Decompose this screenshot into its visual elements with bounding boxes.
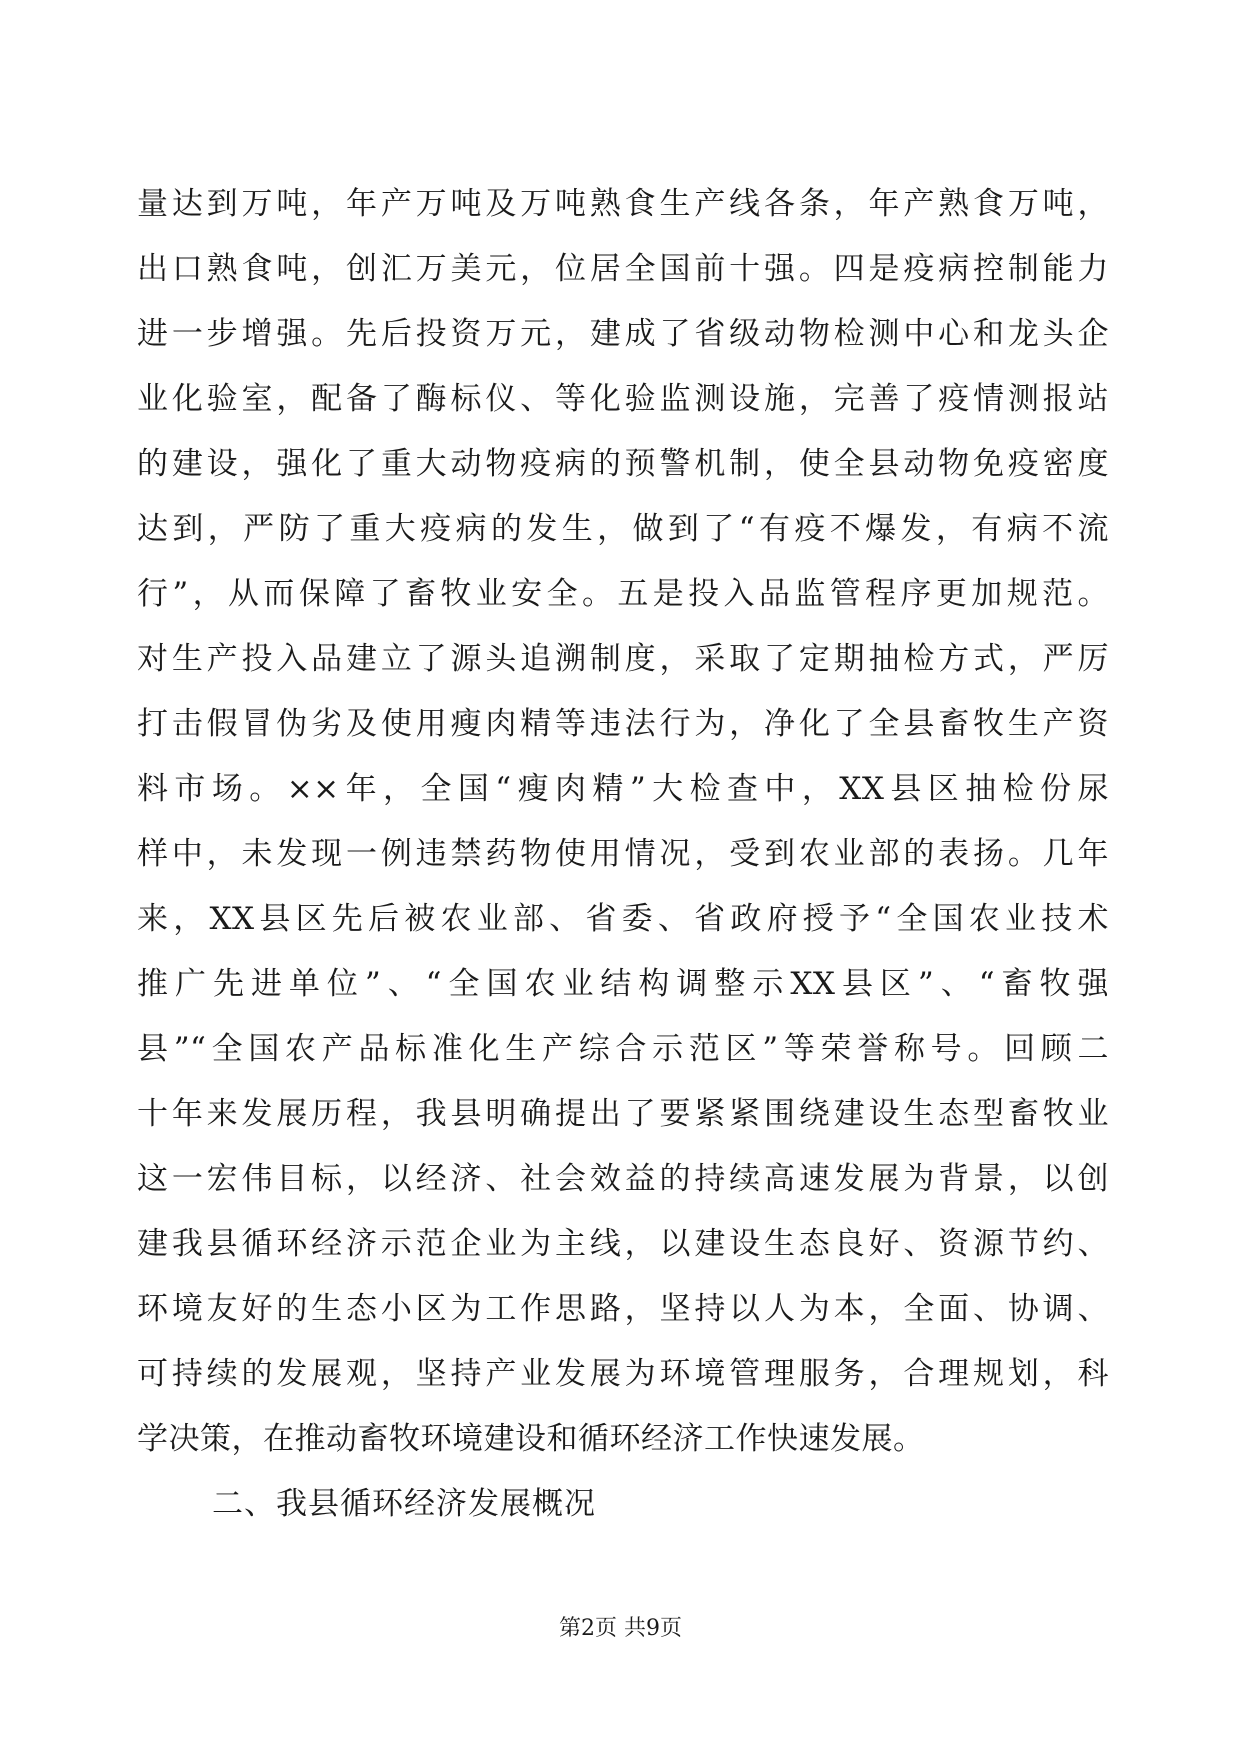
text-line: 行”，从而保障了畜牧业安全。五是投入品监管程序更加规范。 (137, 576, 1109, 612)
text-line: 对生产投入品建立了源头追溯制度，采取了定期抽检方式，严厉 (137, 641, 1109, 677)
text-line: 十年来发展历程，我县明确提出了要紧紧围绕建设生态型畜牧业 (137, 1096, 1109, 1132)
section-heading: 二、我县循环经济发展概况 (212, 1486, 596, 1522)
text-line: 业化验室，配备了酶标仪、等化验监测设施，完善了疫情测报站 (137, 381, 1109, 417)
text-line: 样中，未发现一例违禁药物使用情况，受到农业部的表扬。几年 (137, 836, 1109, 872)
text-line: 进一步增强。先后投资万元，建成了省级动物检测中心和龙头企 (137, 316, 1109, 352)
text-line: 县”“全国农产品标准化生产综合示范区”等荣誉称号。回顾二 (137, 1031, 1109, 1067)
text-line: 学决策，在推动畜牧环境建设和循环经济工作快速发展。 (137, 1421, 925, 1457)
text-line: 的建设，强化了重大动物疫病的预警机制，使全县动物免疫密度 (137, 446, 1109, 482)
text-line: 可持续的发展观，坚持产业发展为环境管理服务，合理规划，科 (137, 1356, 1109, 1392)
text-line: 推广先进单位”、“全国农业结构调整示XX县区”、“畜牧强 (137, 966, 1109, 1002)
text-line: 料市场。××年，全国“瘦肉精”大检查中，XX县区抽检份尿 (137, 771, 1109, 807)
text-line: 达到，严防了重大疫病的发生，做到了“有疫不爆发，有病不流 (137, 511, 1109, 547)
text-line: 来，XX县区先后被农业部、省委、省政府授予“全国农业技术 (137, 901, 1109, 937)
text-line: 量达到万吨，年产万吨及万吨熟食生产线各条，年产熟食万吨， (137, 186, 1109, 222)
text-line: 环境友好的生态小区为工作思路，坚持以人为本，全面、协调、 (137, 1291, 1109, 1327)
text-line: 这一宏伟目标，以经济、社会效益的持续高速发展为背景，以创 (137, 1161, 1109, 1197)
body-paragraph (137, 172, 1109, 1472)
text-line: 打击假冒伪劣及使用瘦肉精等违法行为，净化了全县畜牧生产资 (137, 706, 1109, 742)
page-footer: 第2页 共9页 (559, 1616, 682, 1641)
text-line: 建我县循环经济示范企业为主线，以建设生态良好、资源节约、 (137, 1226, 1109, 1262)
text-line: 出口熟食吨，创汇万美元，位居全国前十强。四是疫病控制能力 (137, 251, 1109, 287)
